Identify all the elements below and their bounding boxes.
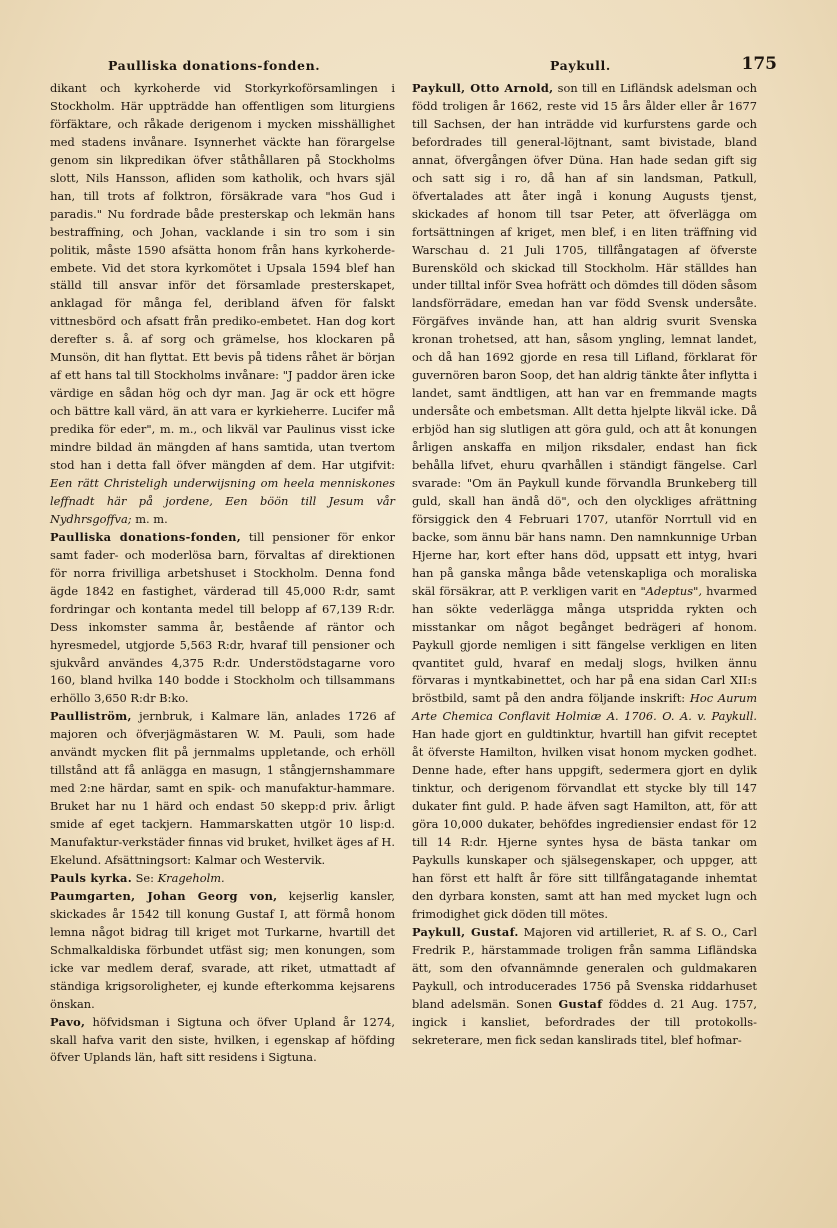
entry-paykull-gustaf xyxy=(412,924,757,1050)
entry-headword: Paumgarten, Johan Georg von, xyxy=(50,888,278,903)
entry-text: höfvidsman i Sigtuna och öfver Upland år 1274, skall hafva varit den siste, hvilken, i egenskap af höfding öfver Uplands län, haft sitt residens i Sigtuna. xyxy=(50,1014,395,1065)
entry-text: kejserlig kansler, skickades år 1542 till konung Gustaf I, att förmå honom lemna något bidrag till kriget mot Turkarne, hvartill det Schmalkaldiska förbundet utfäst sig; men konungen, som icke var medlem deraf, svarade, att riket, utmattadt af ständiga krigsoroligheter, ej kunde efterkomma kejsarens önskan. xyxy=(50,888,395,1011)
entry-headword: Paulliska donations-fonden, xyxy=(50,529,241,544)
entry-headword: Pauls kyrka. xyxy=(50,870,132,885)
entry-text: jernbruk, i Kalmare län, anlades 1726 af majoren och öfverjägmästaren W. M. Pauli, som hade användt mycken flit på jernmalms uppletande, och erhöll tillstånd att få anlägga en masugn, 1 stångjernshammare med 2:ne härdar, samt en spik- och manufaktur-hammare. Bruket har nu 1 härd och endast 50 skepp:d priv. årligt smide af eget tackjern. Hammarskatten utgör 10 lisp:d. Manufaktur-verkstäder finnas vid bruket, hvilket äges af H. Ekelund. Afsättningsort: Kalmar och Westervik. xyxy=(50,709,395,867)
intro-paragraph xyxy=(50,80,395,529)
intro-end: m. m. xyxy=(135,511,168,526)
entry-paulliska-donations-fonden xyxy=(50,529,395,709)
entry-pauls-kyrka xyxy=(50,870,395,888)
entry-text: till pensioner för enkor samt fader- och moderlösa barn, förvaltas af direktionen för norra frivilliga arbetshuset i Stockholm. Denna fond ägde 1842 en fastighet, värderad till 45,000 R:dr, samt fordringar och kontanta medel till belopp af 67,139 R:dr. Dess inkomster samma år, bestående af räntor och hyresmedel, utgjorde 5,563 R:dr, hvaraf till pensioner och sjukvård användes 4,375 R:dr. Understödstagarne voro 160, bland hvilka 140 bodde i Stockholm och tillsammans erhöllo 3,650 R:dr B:ko. xyxy=(50,529,396,706)
left-column xyxy=(50,80,395,1067)
entry-paykull-otto-arnold xyxy=(412,80,757,924)
right-column xyxy=(412,80,757,1049)
header-right-title: Paykull. xyxy=(550,58,611,73)
entry-text-continued: hvarmed han sökte vederlägga många utspridda rykten och misstankar om något begånget bedrägeri af honom. Paykull gjorde nemligen i sitt fängelse verkligen en liten qvantitet guld, hvaraf en medalj slogs, hvilken ännu förvaras i myntkabinettet, och har på ena sidan Carl XII:s bröstbild, samt på den andra följande inskrift: xyxy=(412,583,757,706)
header-left-title: Paulliska donations-fonden. xyxy=(108,58,321,73)
entry-paumgarten xyxy=(50,888,395,1014)
running-header xyxy=(52,56,777,80)
entry-italic-term: "Adeptus", xyxy=(640,583,702,598)
intro-text: dikant och kyrkoherde vid Storkyrkoförsamlingen i Stockholm. Här uppträdde han offentligen som liturgiens förfäktare, och råkade derigenom i mycken misshällighet med stadens invånare. Isynnerhet väckte han förargelse genom sin likpredikan öfver ståthållaren på Stockholms slott, Nils Hansson, afliden som katholik, och hvars själ han, till trots af folktron, försäkrade vara "hos Gud i paradis." Nu fordrade både presterskap och lekmän hans bestraffning, och Johan, vacklande i sin tro som i sin politik, måste 1590 afsätta honom från hans kyrkoherde-embete. Vid det stora kyrkomötet i Upsala 1594 blef han ställd till ansvar inför det församlade presterskapet, anklagad för många fel, deribland äfven för falskt vittnesbörd och afsatt från prediko-embetet. Han dog kort derefter s. å. af sorg och grämelse, hos klockaren på Munsön, dit han flyttat. Ett bevis på tidens råhet är början af ett hans tal till Stockholms invånare: "J paddor ären icke värdige en sådan hög och dyr man. Jag är ock ett högre och bättre kall värd, än att vara er kyrkieherre. Lucifer må predika för eder", m. m., och likväl var Paulinus visst icke mindre bildad än mängden af hans samtida, utan tvertom stod han i detta fall öfver mängden af dem. Har utgifvit: xyxy=(50,81,395,473)
entry-italic-inscription: Hoc Aurum Arte Chemica Conflavit Holmiæ A. 1706. O. A. v. Paykull. xyxy=(412,691,757,724)
entry-text: Se: xyxy=(135,870,154,885)
entry-text-continued: Han hade gjort en guldtinktur, hvartill han gifvit receptet åt öfverste Hamilton, hvilken visat honom mycken godhet. Denne hade, efter hans uppgift, sedermera gjort en dylik tinktur, och derigenom förvandlat ett stycke bly till 147 dukater fint guld. P. hade äfven sagt Hamilton, att, för att göra 10,000 dukater, behöfdes ingrediensier endast för 12 till 14 R:dr. Hjerne syntes hysa de bästa tankar om Paykulls kunskaper och själsegenskaper, och uppger, att han först ett halft år före sitt tillfångatagande inhemtat den dyrbara konsten, samt att han med mycket lugn och frimodighet gick döden till mötes. xyxy=(412,727,757,921)
entry-text: Majoren vid artilleriet, R. af S. O., Carl Fredrik P., härstammade troligen från samma Lifländska ätt, som den ofvannämnde generalen och guldmakaren Paykull, och introducerades 1756 på Svenska riddarhuset bland adelsmän. Sonen xyxy=(412,924,757,1011)
entry-headword: Paykull, Gustaf. xyxy=(412,924,519,939)
intro-italic-titles: Een rätt Christeligh underwijsning om heela menniskones leffnadt här på jordene, Een böön till Jesum vår Nydhrsgoffva; xyxy=(50,475,395,526)
entry-pavo xyxy=(50,1014,395,1068)
page-number: 175 xyxy=(741,54,777,74)
entry-cross-reference: Krageholm. xyxy=(157,870,225,885)
entry-inline-bold-name: Gustaf xyxy=(558,996,603,1011)
entry-headword: Pavo, xyxy=(50,1014,86,1029)
entry-headword: Paulliström, xyxy=(50,709,132,724)
entry-text: son till en Lifländsk adelsman och född troligen år 1662, reste vid 15 års ålder eller år 1677 till Sachsen, der han inträdde vid kurfurstens garde och befordrades till general-löjtnant, samt bivistade, bland annat, öfvergången öfver Düna. Han hade sedan gift sig och satt sig i ro, då han af sin landsman, Patkull, öfvertalades att åter ingå i konung Augusts tjenst, skickades af honom till tsar Peter, att öfverlägga om fortsättningen af kriget, men blef, i en liten träffning vid Warschau d. 21 Juli 1705, tillfångatagen af öfverste Burensköld och skickad till Stockholm. Här ställdes han under tilltal inför Svea hofrätt och dömdes till döden såsom landsförrädare, emedan han var född Svensk undersåte. Förgäfves invände han, att han aldrig svurit Svenska kronan trohetsed, att han, såsom yngling, lemnat landet, och då han 1692 gjorde en resa till Lifland, förklarat för guvernören baron Soop, det han aldrig tänkte åter inflytta i landet, samt ändtligen, att han var en fremmande magts undersåte och embetsman. Allt detta hjelpte likväl icke. Då erbjöd han sig slutligen att göra guld, och att åt konungen årligen anskaffa en miljon riksdaler, endast han fick behålla lifvet, ehuru qvarhållen i ständigt fängelse. Carl svarade: "Om än Paykull kunde förvandla Brunkeberg till guld, skall han ändå dö", och den olyckliges afrättning försiggick den 4 Februari 1707, utanför Norrtull vid en backe, som ännu bär hans namn. Den namnkunnige Urban Hjerne har, kort efter hans död, uppsatt ett intyg, hvari han på ganska många både vetenskapliga och moraliska skäl försäkrar, att P. verkligen varit en xyxy=(412,81,757,598)
entry-text-continued: föddes d. 21 Aug. 1757, ingick i kansliet, befordrades der till protokolls-sekreterare, men fick sedan kanslirads titel, blef hofmar- xyxy=(412,996,758,1047)
entry-headword: Paykull, Otto Arnold, xyxy=(412,81,554,95)
entry-paulistrom xyxy=(50,708,395,870)
